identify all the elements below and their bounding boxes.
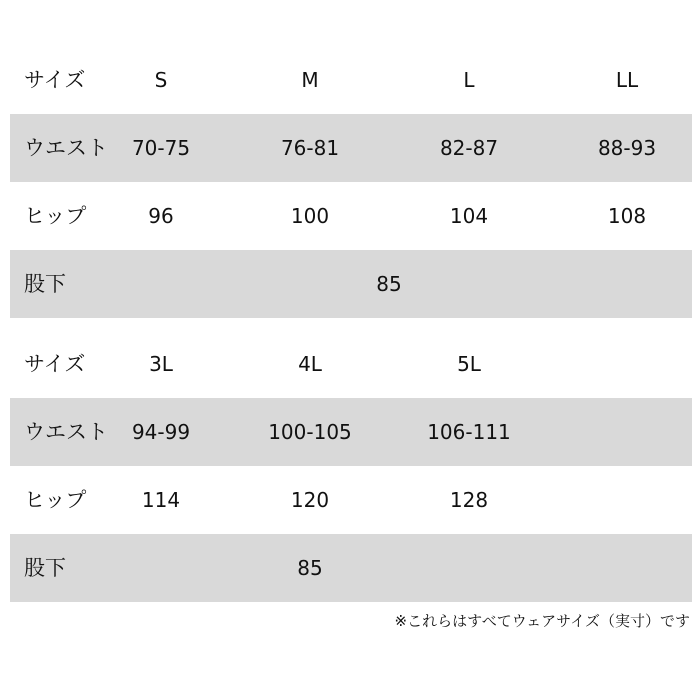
inseam-value: 85 — [376, 272, 402, 296]
inseam-label: 股下 — [24, 272, 66, 296]
table2-inseam-row — [10, 534, 692, 602]
footnote: ※これらはすべてウェアサイズ（実寸）です — [394, 612, 690, 630]
hip-value: 96 — [148, 204, 174, 228]
size-col-s: S — [154, 68, 168, 92]
size-label: サイズ — [24, 68, 86, 92]
size-col-3l: 3L — [149, 352, 173, 376]
hip-value: 100 — [290, 204, 330, 228]
table2-hip-row — [10, 466, 692, 534]
hip-value: 114 — [141, 488, 181, 512]
size-col-4l: 4L — [298, 352, 322, 376]
waist-value: 100-105 — [268, 420, 352, 444]
table1-waist-row — [10, 114, 692, 182]
hip-value: 120 — [290, 488, 330, 512]
hip-value: 104 — [449, 204, 489, 228]
waist-label: ウエスト — [24, 420, 108, 444]
table1-inseam-row — [10, 250, 692, 318]
inseam-value: 85 — [297, 556, 323, 580]
table2-header-row — [10, 330, 692, 398]
size-col-ll: LL — [615, 68, 639, 92]
size-col-l: L — [463, 68, 475, 92]
waist-value: 82-87 — [439, 136, 499, 160]
table2-waist-row — [10, 398, 692, 466]
waist-value: 70-75 — [131, 136, 191, 160]
table1-header-row — [10, 46, 692, 114]
hip-value: 108 — [607, 204, 647, 228]
waist-label: ウエスト — [24, 136, 108, 160]
waist-value: 88-93 — [597, 136, 657, 160]
hip-label: ヒップ — [24, 488, 87, 512]
waist-value: 94-99 — [131, 420, 191, 444]
inseam-label: 股下 — [24, 556, 66, 580]
size-col-5l: 5L — [457, 352, 481, 376]
hip-value: 128 — [449, 488, 489, 512]
hip-label: ヒップ — [24, 204, 87, 228]
table1-hip-row — [10, 182, 692, 250]
size-label: サイズ — [24, 352, 86, 376]
waist-value: 106-111 — [427, 420, 511, 444]
waist-value: 76-81 — [280, 136, 340, 160]
size-col-m: M — [301, 68, 319, 92]
